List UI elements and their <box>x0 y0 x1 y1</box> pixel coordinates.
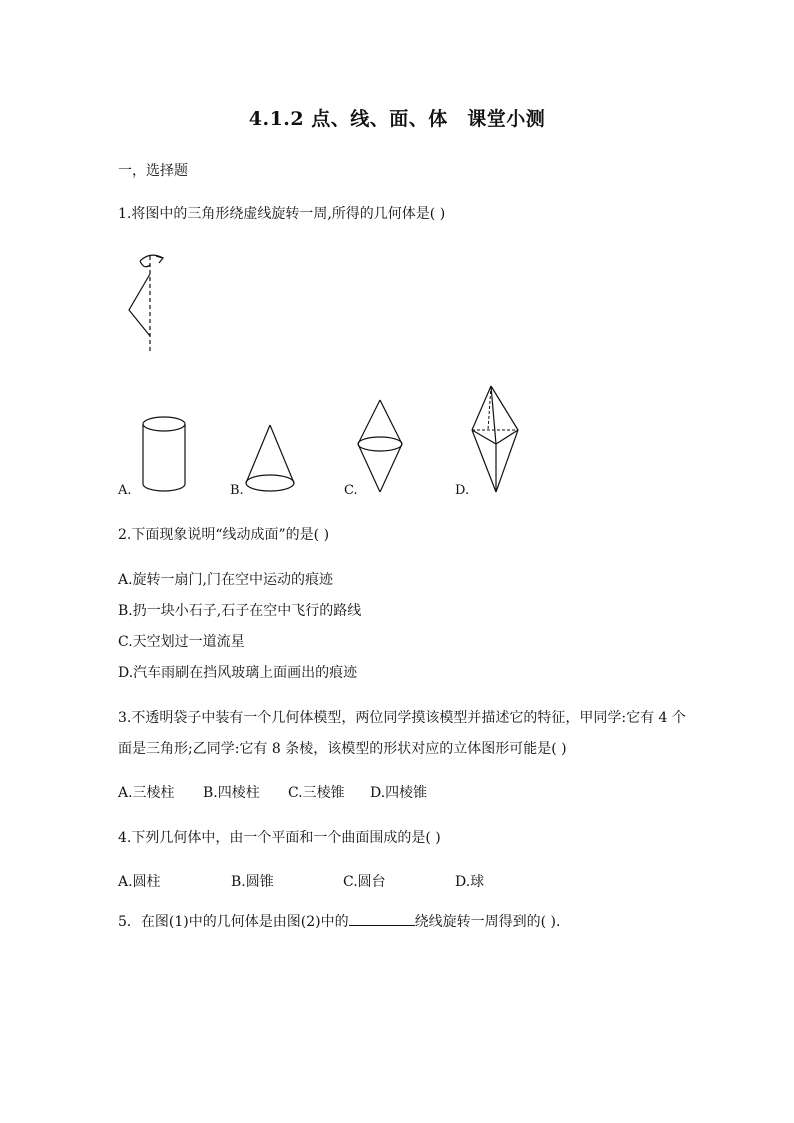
question-2-option-c: C.天空划过一道流星 <box>118 634 245 650</box>
question-4-option-a: A.圆柱 <box>118 874 161 890</box>
option-a-label: A. <box>118 483 132 498</box>
question-3-option-d: D.四棱锥 <box>370 785 428 801</box>
answer-blank <box>349 911 415 926</box>
option-c-label: C. <box>344 483 358 498</box>
question-3-stem-line1: 3.不透明袋子中装有一个几何体模型，两位同学摸该模型并描述它的特征，甲同学:它有 4 个 <box>118 710 686 726</box>
double-cone-figure <box>354 398 408 494</box>
question-2-stem: 2.下面现象说明“线动成面”的是( ) <box>118 527 330 543</box>
question-5-stem-after: 绕线旋转一周得到的( )． <box>414 914 570 930</box>
question-4-stem: 4.下列几何体中，由一个平面和一个曲面围成的是( ) <box>118 830 441 846</box>
rotation-triangle-figure <box>126 252 176 356</box>
option-d-label: D. <box>455 483 470 498</box>
question-4-option-c: C.圆台 <box>343 874 386 890</box>
question-3-option-a: A.三棱柱 <box>118 785 175 801</box>
question-3-option-c: C.三棱锥 <box>288 785 345 801</box>
question-5-stem <box>118 911 570 931</box>
page-title: 4.1.2 点、线、面、体 课堂小测 <box>248 108 546 130</box>
question-4-option-b: B.圆锥 <box>231 874 274 890</box>
section-heading: 一，选择题 <box>118 163 188 179</box>
cone-figure <box>240 423 300 497</box>
double-pyramid-figure <box>468 384 522 496</box>
question-3-option-b: B.四棱柱 <box>203 785 260 801</box>
question-5-stem-before: 5．在图(1)中的几何体是由图(2)中的 <box>118 914 349 930</box>
question-1-stem: 1.将图中的三角形绕虚线旋转一周,所得的几何体是( ) <box>118 206 446 222</box>
question-2-option-d: D.汽车雨刷在挡风玻璃上面画出的痕迹 <box>118 665 358 681</box>
question-2-option-b: B.扔一块小石子,石子在空中飞行的路线 <box>118 603 362 619</box>
question-4-option-d: D.球 <box>455 874 485 890</box>
option-b-label: B. <box>230 483 244 498</box>
question-2-option-a: A.旋转一扇门,门在空中运动的痕迹 <box>118 572 334 588</box>
question-3-stem-line2: 面是三角形;乙同学:它有 8 条棱，该模型的形状对应的立体图形可能是( ) <box>118 741 567 757</box>
cylinder-figure <box>138 414 190 496</box>
